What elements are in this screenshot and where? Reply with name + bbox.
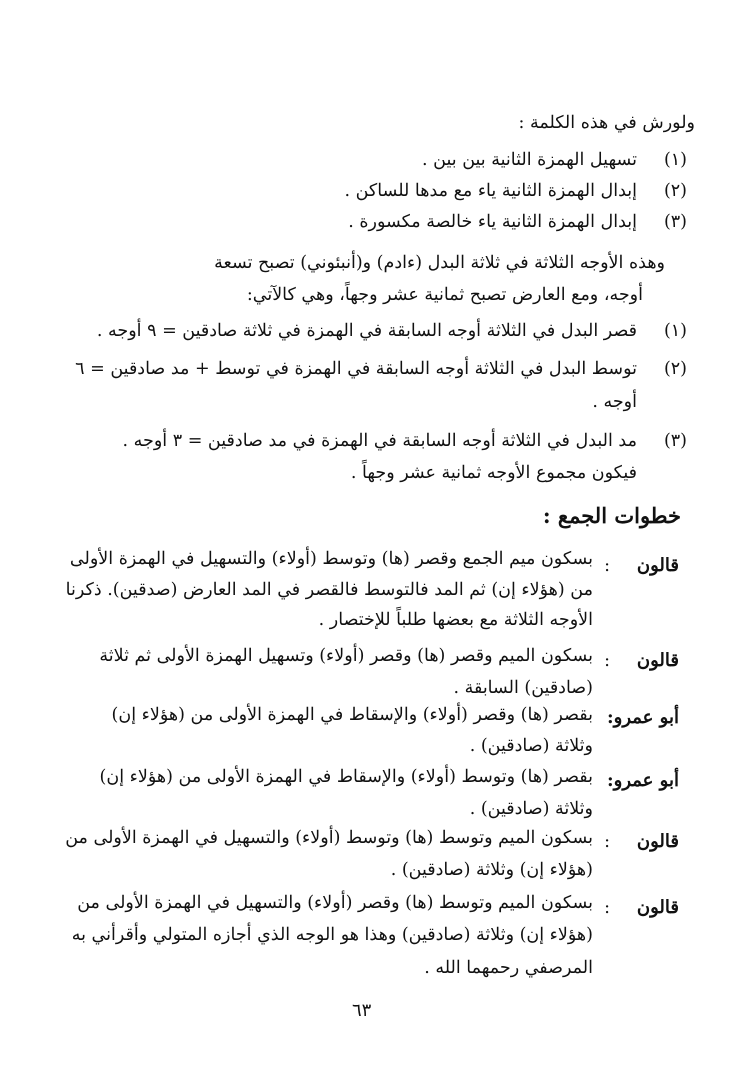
way-number: (٢) bbox=[663, 359, 687, 379]
item-number: (٢) bbox=[663, 181, 687, 201]
intro-line: ولورش في هذه الكلمة : bbox=[518, 113, 695, 133]
step-3-line-1: بقصر (ها) وقصر (أولاء) والإسقاط في الهمزة الأولى من (هؤلاء إن) bbox=[111, 705, 593, 725]
step-6-sep: : bbox=[604, 898, 610, 918]
step-6-line-2: (هؤلاء إن) وثلاثة (صادقين) وهذا هو الوجه الذي أجازه المتولي وأقرأني به bbox=[71, 925, 593, 945]
step-1-line-1: بسكون ميم الجمع وقصر (ها) وتوسط (أولاء) والتسهيل في الهمزة الأولى bbox=[69, 549, 593, 569]
item-text: إبدال الهمزة الثانية ياء مع مدها للساكن . bbox=[344, 181, 637, 201]
way-number: (٣) bbox=[663, 431, 687, 451]
step-2-line-1: بسكون الميم وقصر (ها) وقصر (أولاء) وتسهيل الهمزة الأولى ثم ثلاثة bbox=[99, 646, 593, 666]
step-5-speaker: قالون bbox=[636, 831, 679, 852]
step-2-line-2: (صادقين) السابقة . bbox=[453, 678, 593, 698]
warsh-item-1 bbox=[422, 147, 687, 173]
step-4-line-1: بقصر (ها) وتوسط (أولاء) والإسقاط في الهمزة الأولى من (هؤلاء إن) bbox=[99, 767, 593, 787]
way-3-cont: فيكون مجموع الأوجه ثمانية عشر وجهاً . bbox=[350, 463, 637, 483]
step-3-speaker: أبو عمرو: bbox=[607, 707, 679, 728]
step-4-line-2: وثلاثة (صادقين) . bbox=[469, 799, 593, 819]
warsh-item-2 bbox=[344, 178, 687, 204]
step-5-line-2: (هؤلاء إن) وثلاثة (صادقين) . bbox=[390, 860, 593, 880]
step-1-sep: : bbox=[604, 556, 610, 576]
step-3-line-2: وثلاثة (صادقين) . bbox=[469, 736, 593, 756]
section-heading: خطوات الجمع : bbox=[542, 503, 681, 528]
warsh-item-3 bbox=[348, 209, 687, 235]
step-2-speaker: قالون bbox=[636, 650, 679, 671]
step-4-speaker: أبو عمرو: bbox=[607, 770, 679, 791]
way-2 bbox=[75, 356, 687, 382]
way-line: توسط البدل في الثلاثة أوجه السابقة في الهمزة في توسط + مد صادقين = ٦ bbox=[75, 359, 637, 379]
paragraph-line-2: أوجه، ومع العارض تصبح ثمانية عشر وجهاً، وهي كالآتي: bbox=[246, 285, 643, 305]
step-6-line-1: بسكون الميم وتوسط (ها) وقصر (أولاء) والتسهيل في الهمزة الأولى من bbox=[77, 893, 593, 913]
item-number: (١) bbox=[663, 150, 687, 170]
way-line: قصر البدل في الثلاثة أوجه السابقة في الهمزة في ثلاثة صادقين = ٩ أوجه . bbox=[96, 321, 637, 341]
step-1-line-3: الأوجه الثلاثة مع بعضها طلباً للإختصار . bbox=[318, 610, 593, 630]
step-5-line-1: بسكون الميم وتوسط (ها) وتوسط (أولاء) والتسهيل في الهمزة الأولى من bbox=[65, 828, 593, 848]
item-text: تسهيل الهمزة الثانية بين بين . bbox=[422, 150, 637, 170]
page-number: ٦٣ bbox=[352, 1000, 372, 1021]
paragraph-line-1: وهذه الأوجه الثلاثة في ثلاثة البدل (ءادم) و(أنبئوني) تصبح تسعة bbox=[214, 253, 665, 273]
way-number: (١) bbox=[663, 321, 687, 341]
item-number: (٣) bbox=[663, 212, 687, 232]
step-5-sep: : bbox=[604, 832, 610, 852]
way-2-cont: أوجه . bbox=[592, 392, 637, 412]
step-1-line-2: من (هؤلاء إن) ثم المد فالتوسط فالقصر في المد العارض (صدقين). ذكرنا bbox=[65, 580, 593, 600]
way-line: مد البدل في الثلاثة أوجه السابقة في الهمزة في مد صادقين = ٣ أوجه . bbox=[122, 431, 637, 451]
way-3 bbox=[123, 428, 687, 454]
step-6-speaker: قالون bbox=[636, 897, 679, 918]
step-6-line-3: المرصفي رحمهما الله . bbox=[424, 958, 593, 978]
step-2-sep: : bbox=[604, 651, 610, 671]
item-text: إبدال الهمزة الثانية ياء خالصة مكسورة . bbox=[348, 212, 637, 232]
way-1 bbox=[97, 318, 687, 344]
step-1-speaker: قالون bbox=[636, 555, 679, 576]
